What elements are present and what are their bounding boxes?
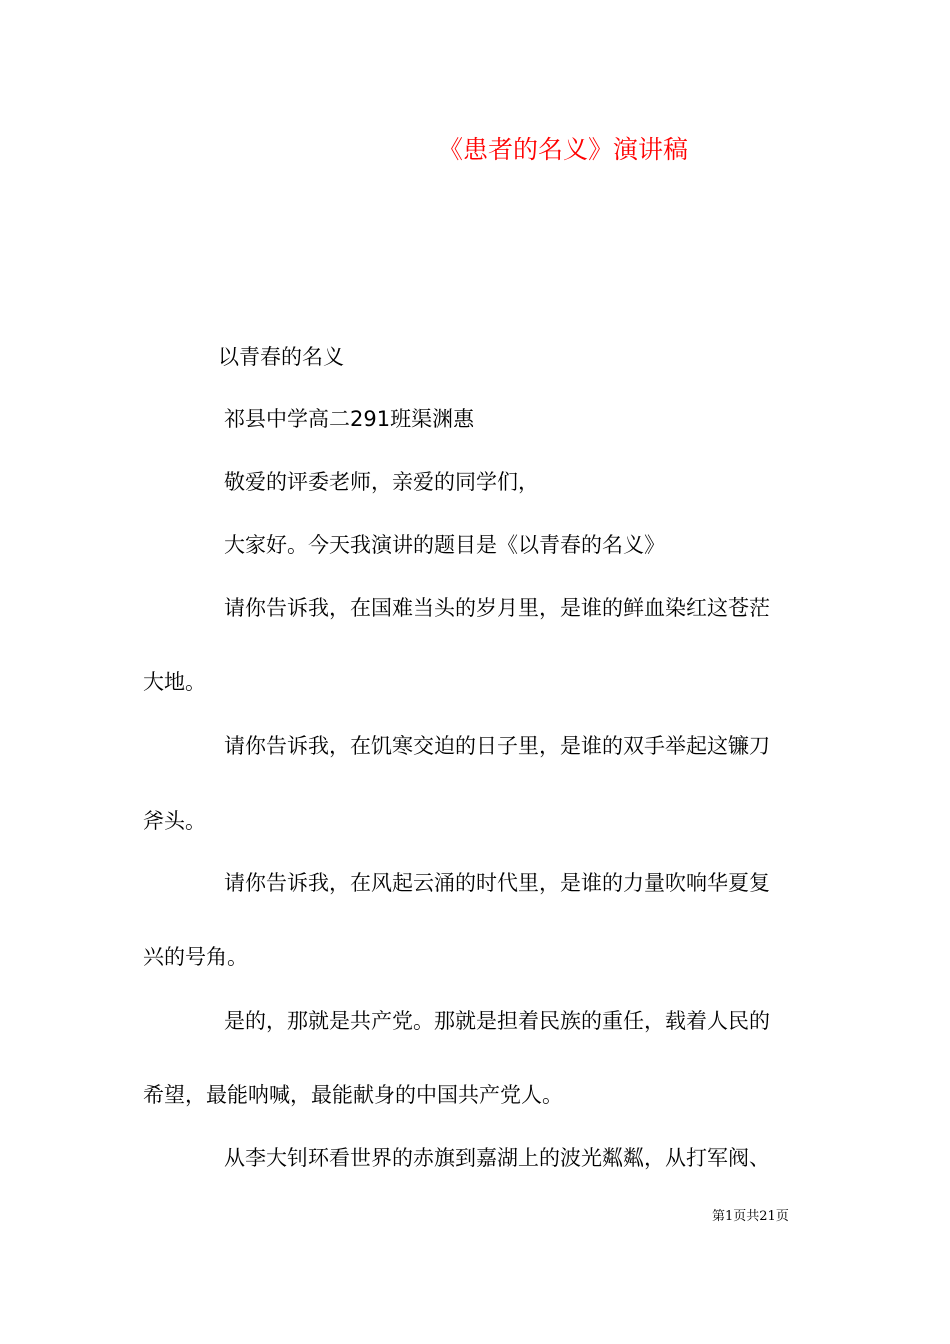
greeting-line: 大家好。今天我演讲的题目是《以青春的名义》 — [224, 533, 665, 557]
paragraph-line: 请你告诉我，在风起云涌的时代里，是谁的力量吹响华夏复 — [224, 871, 770, 895]
paragraph-line: 斧头。 — [143, 809, 206, 833]
page-number-footer: 第1页共21页 — [712, 1209, 789, 1224]
paragraph-line: 请你告诉我，在国难当头的岁月里，是谁的鲜血染红这苍茫 — [224, 596, 770, 620]
paragraph-line: 希望，最能呐喊，最能献身的中国共产党人。 — [143, 1083, 563, 1107]
document-title: 《患者的名义》演讲稿 — [438, 135, 689, 164]
paragraph-line: 是的，那就是共产党。那就是担着民族的重任，载着人民的 — [224, 1009, 770, 1033]
paragraph-line: 请你告诉我，在饥寒交迫的日子里，是谁的双手举起这镰刀 — [224, 734, 770, 758]
paragraph-line: 大地。 — [143, 670, 206, 694]
subtitle-line: 以青春的名义 — [218, 345, 344, 369]
paragraph-line: 兴的号角。 — [143, 945, 248, 969]
salutation-line: 敬爱的评委老师，亲爱的同学们， — [224, 470, 539, 494]
paragraph-line: 从李大钊环看世界的赤旗到嘉湖上的波光粼粼，从打军阀、 — [224, 1146, 770, 1170]
author-line: 祁县中学高二291班渠渊惠 — [224, 407, 475, 431]
